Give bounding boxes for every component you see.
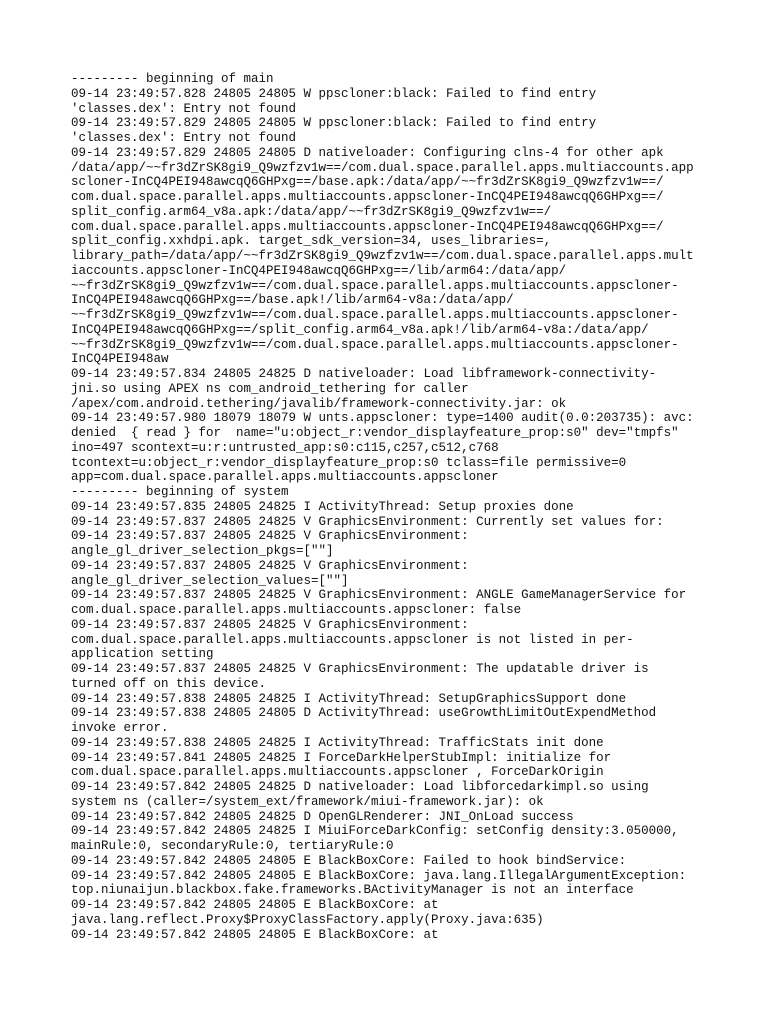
log-line: 09-14 23:49:57.834 24805 24825 D nativeloader: Load libframework-connectivity- (71, 367, 657, 381)
log-line: com.dual.space.parallel.apps.multiaccounts.appscloner-InCQ4PEI948awcqQ6GHPxg==/ (71, 219, 664, 234)
log-line: invoke error. (71, 721, 169, 735)
log-line: /apex/com.android.tethering/javalib/framework-connectivity.jar: ok (71, 396, 567, 411)
log-line: 09-14 23:49:57.835 24805 24825 I ActivityThread: Setup proxies done (71, 499, 574, 514)
log-line: 'classes.dex': Entry not found (71, 101, 297, 116)
log-line: angle_gl_driver_selection_pkgs=[""] (71, 544, 334, 558)
log-line: 09-14 23:49:57.837 24805 24825 V GraphicsEnvironment: The updatable driver is (71, 662, 649, 676)
log-line: 09-14 23:49:57.838 24805 24805 D ActivityThread: useGrowthLimitOutExpendMethod (71, 706, 657, 721)
log-line: 09-14 23:49:57.842 24805 24805 E BlackBoxCore: at (71, 927, 439, 942)
log-line: --------- beginning of main (71, 72, 274, 86)
log-line: 09-14 23:49:57.837 24805 24825 V GraphicsEnvironment: (71, 529, 469, 544)
log-line: /data/app/~~fr3dZrSK8gi9_Q9wzfzv1w==/com.dual.space.parallel.apps.multiaccounts.app (71, 160, 694, 175)
log-line: InCQ4PEI948aw (71, 352, 169, 367)
log-line: denied { read } for name="u:object_r:vendor_displayfeature_prop:s0" dev="tmpfs" (71, 426, 679, 440)
log-line: 09-14 23:49:57.829 24805 24805 W ppscloner:black: Failed to find entry (71, 116, 597, 131)
log-line: application setting (71, 647, 214, 662)
log-line: ~~fr3dZrSK8gi9_Q9wzfzv1w==/com.dual.space.parallel.apps.multiaccounts.appscloner- (71, 308, 679, 322)
log-line: 09-14 23:49:57.837 24805 24825 V GraphicsEnvironment: Currently set values for: (71, 514, 664, 529)
log-line: 09-14 23:49:57.841 24805 24825 I ForceDarkHelperStubImpl: initialize for (71, 750, 612, 765)
log-line: ~~fr3dZrSK8gi9_Q9wzfzv1w==/com.dual.space.parallel.apps.multiaccounts.appscloner- (71, 278, 679, 293)
log-line: system ns (caller=/system_ext/framework/miui-framework.jar): ok (71, 794, 544, 809)
log-line: top.niunaijun.blackbox.fake.frameworks.BActivityManager is not an interface (71, 883, 634, 898)
log-line: --------- beginning of system (71, 485, 289, 499)
log-document (71, 72, 711, 942)
log-line: 09-14 23:49:57.838 24805 24825 I ActivityThread: SetupGraphicsSupport done (71, 691, 627, 706)
log-line: 09-14 23:49:57.837 24805 24825 V GraphicsEnvironment: (71, 558, 469, 573)
log-line: mainRule:0, secondaryRule:0, tertiaryRule:0 (71, 839, 394, 853)
log-line: 09-14 23:49:57.842 24805 24805 E BlackBoxCore: Failed to hook bindService: (71, 853, 627, 868)
log-line: 09-14 23:49:57.842 24805 24805 E BlackBoxCore: java.lang.IllegalArgumentException: (71, 868, 687, 883)
log-line: 09-14 23:49:57.829 24805 24805 D nativeloader: Configuring clns-4 for other apk (71, 145, 664, 160)
log-line: turned off on this device. (71, 676, 267, 691)
log-line: 09-14 23:49:57.980 18079 18079 W unts.appscloner: type=1400 audit(0.0:203735): avc: (71, 411, 694, 426)
log-line: angle_gl_driver_selection_values=[""] (71, 573, 349, 588)
log-line: scloner-InCQ4PEI948awcqQ6GHPxg==/base.apk:/data/app/~~fr3dZrSK8gi9_Q9wzfzv1w==/ (71, 175, 664, 190)
log-line: 09-14 23:49:57.842 24805 24805 E BlackBoxCore: at (71, 898, 439, 912)
log-line: app=com.dual.space.parallel.apps.multiaccounts.appscloner (71, 470, 499, 485)
log-line: 09-14 23:49:57.837 24805 24825 V GraphicsEnvironment: (71, 617, 469, 632)
log-line: ~~fr3dZrSK8gi9_Q9wzfzv1w==/com.dual.space.parallel.apps.multiaccounts.appscloner- (71, 337, 679, 352)
log-line: com.dual.space.parallel.apps.multiaccounts.appscloner: false (71, 603, 522, 617)
log-line: 'classes.dex': Entry not found (71, 131, 297, 145)
log-line: jni.so using APEX ns com_android_tethering for caller (71, 381, 469, 396)
log-line: iaccounts.appscloner-InCQ4PEI948awcqQ6GHPxg==/lib/arm64:/data/app/ (71, 263, 567, 278)
log-line: 09-14 23:49:57.842 24805 24825 I MiuiForceDarkConfig: setConfig density:3.050000, (71, 824, 679, 839)
log-line: 09-14 23:49:57.838 24805 24825 I ActivityThread: TrafficStats init done (71, 735, 604, 750)
log-line: 09-14 23:49:57.828 24805 24805 W ppscloner:black: Failed to find entry (71, 86, 597, 101)
log-line: 09-14 23:49:57.837 24805 24825 V GraphicsEnvironment: ANGLE GameManagerService for (71, 588, 687, 603)
log-line: library_path=/data/app/~~fr3dZrSK8gi9_Q9wzfzv1w==/com.dual.space.parallel.apps.mult (71, 249, 694, 263)
log-line: InCQ4PEI948awcqQ6GHPxg==/split_config.arm64_v8a.apk!/lib/arm64-v8a:/data/app/ (71, 322, 649, 337)
log-line: 09-14 23:49:57.842 24805 24825 D OpenGLRenderer: JNI_OnLoad success (71, 809, 574, 824)
log-line: tcontext=u:object_r:vendor_displayfeature_prop:s0 tclass=file permissive=0 (71, 455, 627, 470)
log-line: com.dual.space.parallel.apps.multiaccounts.appscloner-InCQ4PEI948awcqQ6GHPxg==/ (71, 190, 664, 204)
log-line: com.dual.space.parallel.apps.multiaccounts.appscloner , ForceDarkOrigin (71, 765, 604, 780)
log-line: 09-14 23:49:57.842 24805 24825 D nativeloader: Load libforcedarkimpl.so using (71, 780, 649, 794)
log-line: InCQ4PEI948awcqQ6GHPxg==/base.apk!/lib/arm64-v8a:/data/app/ (71, 293, 514, 308)
log-line: ino=497 scontext=u:r:untrusted_app:s0:c115,c257,c512,c768 (71, 440, 499, 455)
log-line: com.dual.space.parallel.apps.multiaccounts.appscloner is not listed in per- (71, 632, 634, 647)
log-line: split_config.xxhdpi.apk. target_sdk_version=34, uses_libraries=, (71, 234, 552, 249)
log-line: split_config.arm64_v8a.apk:/data/app/~~fr3dZrSK8gi9_Q9wzfzv1w==/ (71, 204, 552, 219)
log-line: java.lang.reflect.Proxy$ProxyClassFactory.apply(Proxy.java:635) (71, 912, 544, 927)
